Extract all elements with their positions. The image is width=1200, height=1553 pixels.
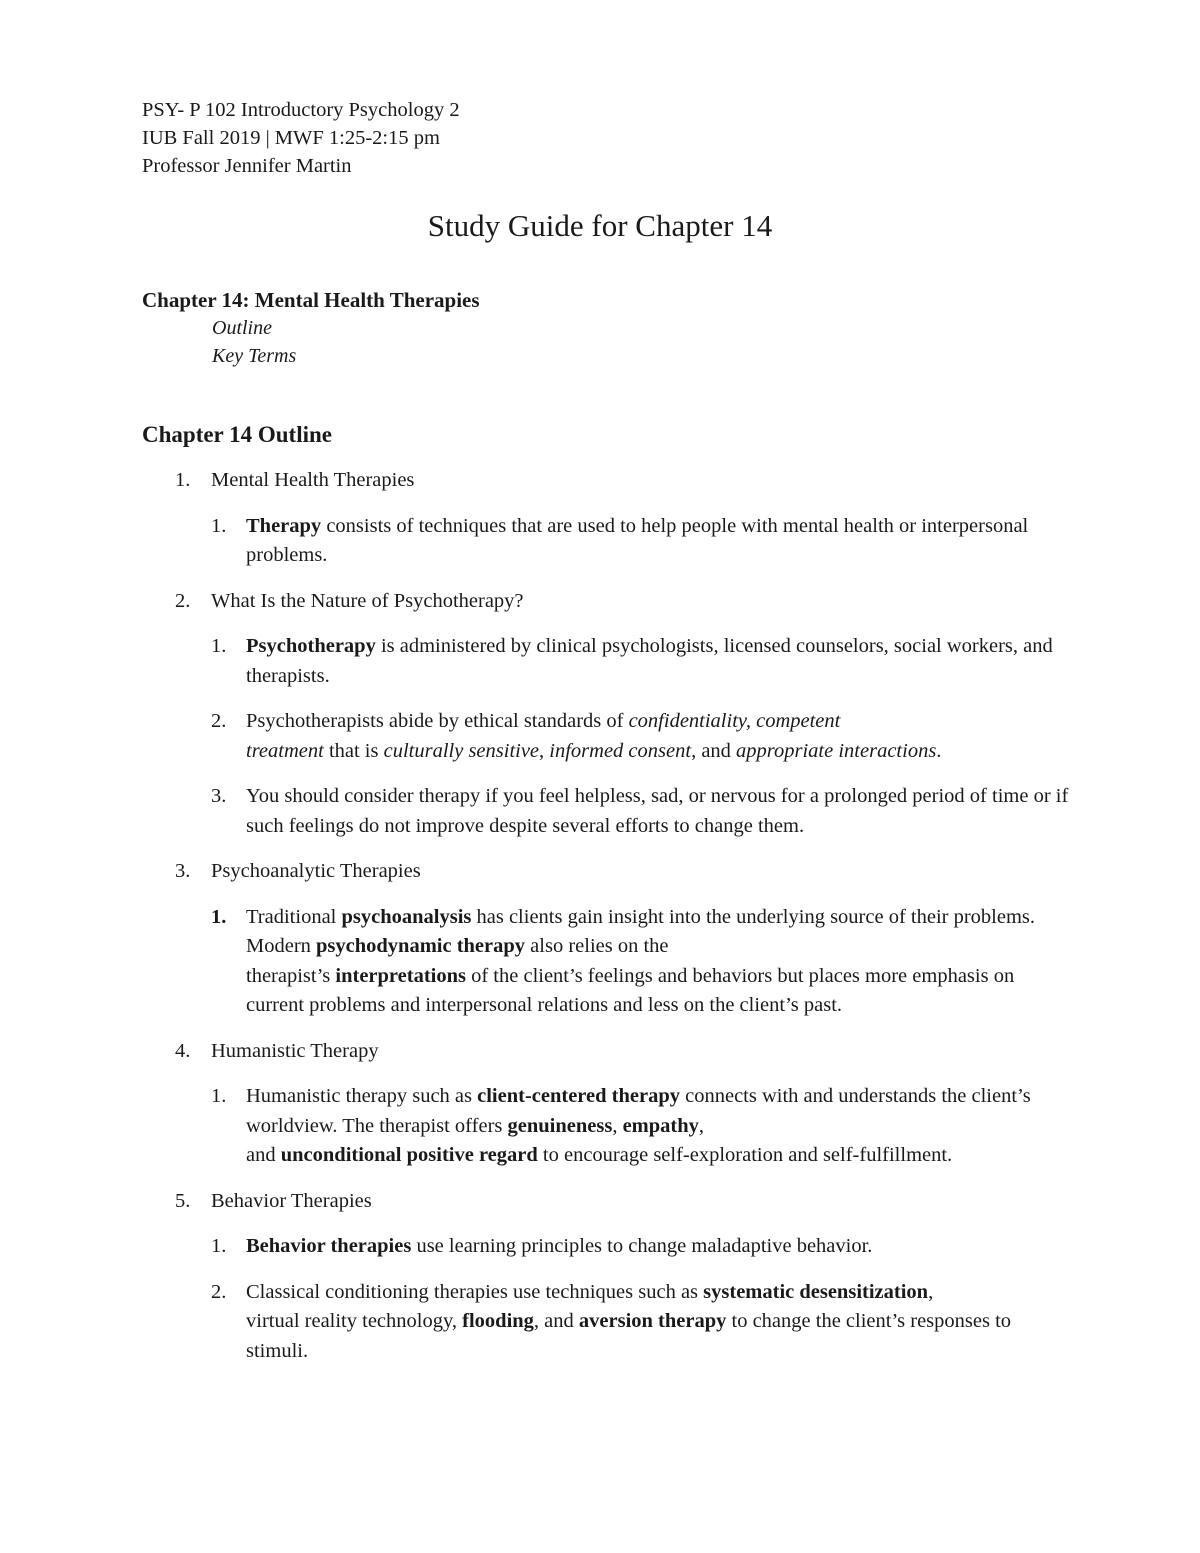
text-run: , and [533,1310,579,1332]
outline-point [211,782,1072,841]
emphasis-text: culturally sensitive, informed consent [383,739,692,762]
section-title: Behavior Therapies [211,1189,372,1212]
section-title: Humanistic Therapy [211,1039,379,1062]
point-text [246,632,1072,691]
text-run: also relies on the [525,935,669,957]
text-run: , [928,1280,934,1303]
key-term: genuineness [507,1114,613,1137]
emphasis-text: confidentiality, competent [628,710,841,732]
text-run: virtual reality technology, [246,1310,463,1332]
key-term: systematic desensitization [703,1280,929,1303]
text-run: . [936,739,942,762]
point-number: 1. [211,635,227,657]
outline-section [142,1187,1072,1367]
text-run: Psychotherapists abide by ethical standards of [246,710,629,732]
section-title: What Is the Nature of Psychotherapy? [211,589,524,612]
outline-point [211,632,1072,691]
key-term: Behavior therapies [246,1235,412,1257]
point-text [246,903,1072,1021]
text-run: Humanistic therapy such as [246,1085,478,1107]
outline-point [211,903,1072,1021]
key-term: unconditional positive regard [280,1144,538,1166]
text-run: Classical conditioning therapies use techniques such as [246,1280,704,1303]
outline-point [211,707,1072,766]
text-run: You should consider therapy if you feel helpless, sad, or nervous for a prolonged period of time or if such feelings do not improve despite several efforts to change them. [246,785,1069,837]
point-text [246,1278,1072,1367]
text-run: to change the client’s responses to stimuli. [246,1310,1012,1362]
key-term: Therapy [246,514,322,537]
outline-section [142,587,1072,842]
point-number: 1. [211,1235,227,1257]
point-number: 1. [211,905,227,928]
outline-section [142,466,1072,571]
emphasis-text: appropriate interactions [736,739,937,762]
key-term: interpretations [335,964,466,987]
outline-point [211,1278,1072,1367]
key-term: client-centered therapy [477,1085,680,1107]
point-text [246,707,1072,766]
point-text [246,1232,1072,1262]
chapter-heading: Chapter 14: Mental Health Therapies [142,288,480,312]
point-number: 3. [211,785,227,807]
section-title: Mental Health Therapies [211,469,415,491]
chapter-contents [142,286,480,370]
course-header [142,96,460,180]
outline-heading: Chapter 14 Outline [142,422,332,447]
outline-list [142,466,1072,1382]
section-title: Psychoanalytic Therapies [211,860,421,882]
text-run: consists of techniques that are used to help people with mental health or interpersonal problems. [246,514,1029,566]
text-run: use learning principles to change maladaptive behavior. [411,1235,873,1257]
emphasis-text: treatment [246,739,324,762]
text-run: , [698,1114,704,1137]
document-title: Study Guide for Chapter 14 [427,208,773,243]
professor-name: Professor Jennifer Martin [142,155,352,177]
point-number: 2. [211,1280,227,1303]
text-run: and [246,1144,281,1166]
point-number: 1. [211,1085,227,1107]
text-run: Traditional [246,905,342,928]
outline-section [142,857,1072,1021]
section-number: 2. [175,589,191,612]
outline-section [142,1037,1072,1171]
point-text [246,782,1072,841]
key-term: empathy [622,1114,699,1137]
text-run: connects with and understands the client’s worldview. The therapist offers [246,1085,1031,1137]
text-run: of the client’s feelings and behaviors but places more emphasis on current problems and interpersonal relations and less on the client’s past. [246,964,1015,1016]
key-term: Psychotherapy [246,635,376,657]
key-term: psychoanalysis [341,905,472,928]
text-run: , and [691,739,737,762]
contents-item-outline: Outline [212,317,272,339]
key-term: flooding [462,1310,534,1332]
section-number: 4. [175,1039,191,1062]
contents-item-key-terms: Key Terms [212,345,297,367]
point-number: 1. [211,514,227,537]
section-number: 5. [175,1189,191,1212]
course-term: IUB Fall 2019 | MWF 1:25-2:15 pm [142,127,440,149]
text-run: is administered by clinical psychologists, licensed counselors, social workers, and therapists. [246,635,1053,687]
outline-point [211,512,1072,571]
text-run: that is [323,739,384,762]
text-run: , [612,1114,623,1137]
key-term: aversion therapy [578,1310,727,1332]
point-text [246,512,1072,571]
point-text [246,1082,1072,1171]
text-run: therapist’s [246,964,336,987]
text-run: to encourage self-exploration and self-fulfillment. [537,1144,953,1166]
key-term: psychodynamic therapy [316,935,526,957]
section-number: 1. [175,469,191,491]
outline-point [211,1082,1072,1171]
text-run: has clients gain insight into the underlying source of their problems. Modern [246,905,1036,957]
course-name: PSY- P 102 Introductory Psychology 2 [142,99,460,121]
section-number: 3. [175,860,191,882]
outline-point [211,1232,1072,1262]
point-number: 2. [211,710,227,732]
